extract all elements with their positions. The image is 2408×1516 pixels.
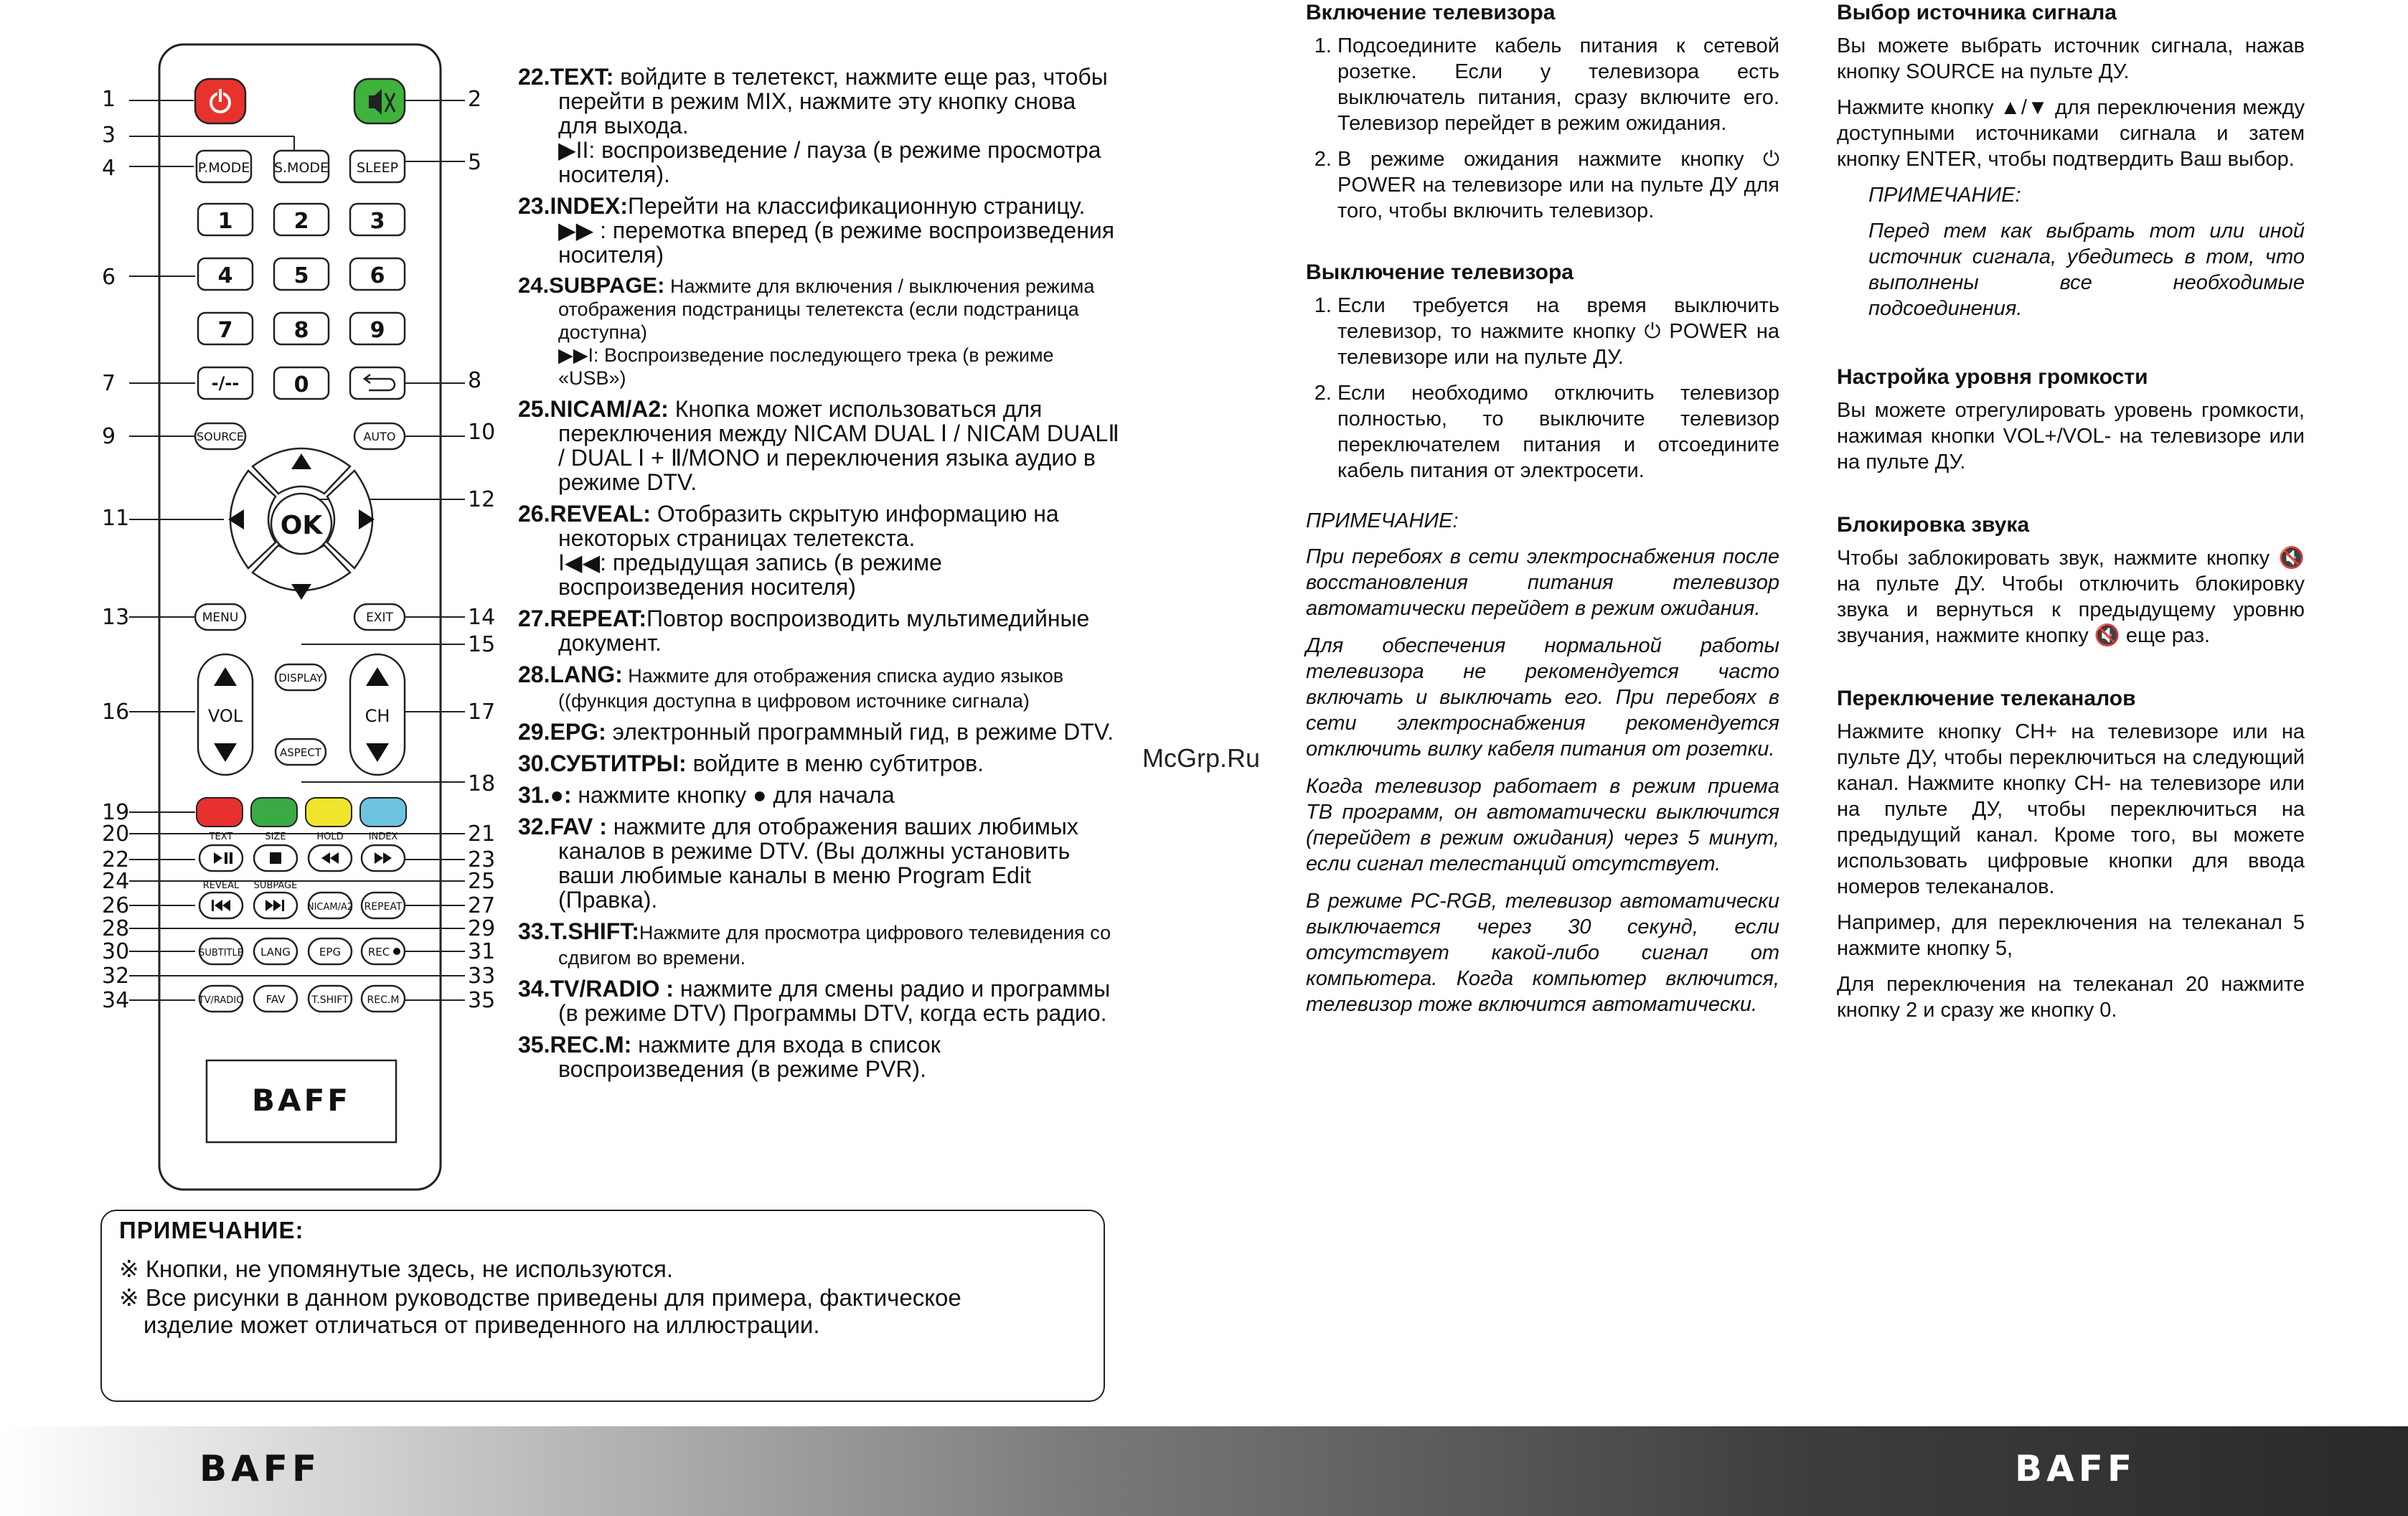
footer-brand-right: BAFF	[2015, 1448, 2137, 1489]
svg-text:EXIT: EXIT	[366, 611, 393, 625]
note-box-line-3: изделие может отличаться от приведенного на иллюстрации.	[144, 1312, 820, 1338]
callout-32: 32	[102, 964, 130, 989]
subpage-label: SUBPAGE	[253, 880, 298, 891]
callout-20: 20	[102, 821, 130, 847]
svg-text:0: 0	[293, 372, 309, 397]
svg-text:NICAM/A2: NICAM/A2	[306, 902, 354, 913]
size-label: SIZE	[265, 832, 286, 842]
hold-label: HOLD	[316, 832, 344, 842]
stop-button[interactable]	[254, 845, 297, 871]
power-note-2: Для обеспечения нормальной работы телевизора не рекомендуется часто включать и выключать его. При перебоях в сети электроснабжения рекомендуется отключить вилку кабеля питания от розетки.	[1306, 634, 1779, 761]
svg-text:EPG: EPG	[319, 946, 342, 959]
source-text-1: Вы можете выбрать источник сигнала, нажав кнопку SOURCE на пульте ДУ.	[1837, 34, 2305, 83]
callout-25: 25	[468, 869, 496, 894]
callout-12: 12	[468, 487, 496, 512]
epg-button[interactable]	[309, 938, 352, 964]
callout-15: 15	[468, 632, 496, 657]
text-label: TEXT	[209, 832, 233, 842]
desc-item-27: 27.REPEAT:Повтор воспроизводить мультимедийные документ.	[518, 606, 1090, 656]
callout-30: 30	[102, 939, 130, 964]
callout-16: 16	[102, 700, 130, 725]
callout-10: 10	[468, 420, 496, 445]
index-label: INDEX	[368, 832, 398, 842]
desc-item-26-sub: I◀◀: предыдущая запись (в режиме воспроизведения носителя)	[558, 550, 942, 600]
callout-22: 22	[102, 847, 130, 872]
callout-1: 1	[102, 87, 116, 112]
digit-7-button[interactable]	[198, 313, 253, 344]
source-note: Перед тем как выбрать тот или иной источник сигнала, убедитесь в том, что выполнены все необходимые подсоединения.	[1868, 220, 2305, 320]
callout-2: 2	[468, 87, 482, 112]
callout-21: 21	[468, 821, 496, 847]
desc-item-35: 35.REC.M: нажмите для входа в список воспроизведения (в режиме PVR).	[518, 1032, 941, 1082]
svg-text:CH: CH	[365, 706, 390, 726]
callout-13: 13	[102, 605, 130, 630]
svg-text:VOL: VOL	[207, 706, 243, 726]
callout-5: 5	[468, 150, 482, 175]
callout-3: 3	[102, 123, 116, 148]
yellow-button[interactable]	[306, 798, 352, 827]
volume-text: Вы можете отрегулировать уровень громкости, нажимая кнопки VOL+/VOL- на телевизоре или на пульте ДУ.	[1837, 399, 2305, 474]
callout-31: 31	[468, 939, 496, 964]
next-button[interactable]	[254, 893, 297, 918]
digit-0-button[interactable]	[274, 367, 329, 399]
desc-item-33: 33.T.SHIFT:Нажмите для просмотра цифрового телевидения со сдвигом во времени.	[518, 918, 1111, 969]
desc-item-28: 28.LANG: Нажмите для отображения списка аудио языков ((функция доступна в цифровом источнике сигнала)	[518, 662, 1064, 712]
exit-button[interactable]	[354, 604, 405, 630]
volume-heading: Настройка уровня громкости	[1837, 365, 2148, 389]
callout-28: 28	[102, 916, 130, 941]
desc-item-32: 32.FAV : нажмите для отображения ваших любимых каналов в режиме DTV. (Вы должны установить ваши любимые каналы в меню Program Edit (Правка).	[518, 814, 1078, 913]
source-note-heading: ПРИМЕЧАНИЕ:	[1868, 184, 2021, 207]
svg-text:MENU: MENU	[202, 611, 239, 625]
svg-text:2: 2	[293, 209, 309, 234]
digit-3-button[interactable]	[350, 204, 405, 235]
svg-text:REPEAT: REPEAT	[364, 901, 403, 913]
ok-button[interactable]	[271, 494, 331, 554]
callout-11: 11	[102, 506, 130, 531]
callout-17: 17	[468, 700, 496, 725]
desc-item-30: 30.СУБТИТРЫ: войдите в меню субтитров.	[518, 750, 984, 776]
power-button[interactable]	[195, 79, 245, 123]
column-functions	[1837, 0, 2305, 1033]
rewind-button[interactable]	[309, 845, 352, 871]
power-on-heading: Включение телевизора	[1306, 1, 1556, 24]
callout-35: 35	[468, 988, 496, 1013]
svg-text:9: 9	[370, 318, 385, 343]
svg-text:T.SHIFT: T.SHIFT	[311, 994, 349, 1006]
channel-text-3: Для переключения на телеканал 20 нажмите кнопку 2 и сразу же кнопку 0.	[1837, 973, 2305, 1022]
source-button[interactable]	[195, 423, 245, 449]
svg-text:FAV: FAV	[265, 993, 286, 1006]
callout-9: 9	[102, 424, 116, 449]
channel-text-1: Нажмите кнопку CH+ на телевизоре или на пульте ДУ, чтобы переключиться на следующий канал. Нажмите кнопку CH- на телевизоре или на пульте ДУ, чтобы переключиться на предыдущий канал. Кроме того, вы можете использовать цифровые кнопки для ввода номеров телеканалов.	[1837, 720, 2305, 898]
power-note-heading: ПРИМЕЧАНИЕ:	[1306, 509, 1459, 532]
note-box-title: ПРИМЕЧАНИЕ:	[119, 1217, 304, 1243]
power-on-steps	[1306, 33, 1779, 224]
svg-text:3: 3	[370, 209, 385, 234]
svg-text:SUBTITLE: SUBTITLE	[199, 948, 243, 959]
callout-27: 27	[468, 893, 496, 918]
note-box-line-2: ※ Все рисунки в данном руководстве приведены для примера, фактическое	[119, 1284, 961, 1311]
previous-button[interactable]	[199, 893, 243, 918]
svg-text:7: 7	[217, 318, 233, 343]
power-note-3: Когда телевизор работает в режим приема ТВ программ, он автоматически выключится (перейдет в режим ожидания) через 5 минут, если сигнал телестанций отсутствует.	[1306, 775, 1779, 875]
digit-9-button[interactable]	[350, 313, 405, 344]
recall-button[interactable]	[350, 367, 405, 399]
desc-item-24: 24.SUBPAGE: Нажмите для включения / выключения режима отображения подстраницы телетекста (если подстраница доступна)	[518, 273, 1095, 343]
callout-6: 6	[102, 265, 116, 290]
lang-button[interactable]	[254, 938, 297, 964]
digit-8-button[interactable]	[274, 313, 329, 344]
desc-item-31: 31.●: нажмите кнопку ● для начала	[518, 782, 895, 808]
callout-34: 34	[102, 988, 130, 1013]
desc-item-26: 26.REVEAL: Отобразить скрытую информацию на некоторых страницах телетекста.	[518, 501, 1059, 551]
desc-item-22-sub: ▶II: воспроизведение / пауза (в режиме просмотра носителя).	[558, 137, 1101, 187]
digit-4-button[interactable]	[198, 258, 253, 290]
auto-button[interactable]	[354, 423, 405, 449]
play-pause-button[interactable]	[199, 845, 243, 871]
power-note-1: При перебоях в сети электроснабжения после восстановления питания телевизор автоматически перейдет в режим ожидания.	[1306, 545, 1779, 620]
smode-button[interactable]	[274, 151, 329, 182]
remote-brand-plate	[207, 1060, 396, 1142]
pmode-button[interactable]	[197, 151, 251, 182]
note-box-line-1: ※ Кнопки, не упомянутые здесь, не используются.	[119, 1256, 674, 1282]
power-on-step-1: 1. Подсоедините кабель питания к сетевой розетке. Если у телевизора есть выключатель питания, сразу включите его. Телевизор перейдет в режим ожидания.	[1337, 33, 1779, 136]
svg-text:TV/RADIO: TV/RADIO	[198, 995, 244, 1006]
desc-item-22: 22.TEXT: войдите в телетекст, нажмите еще раз, чтобы перейти в режим MIX, нажмите эту кнопку снова для выхода.	[518, 64, 1108, 138]
blue-button[interactable]	[360, 798, 406, 827]
callout-23: 23	[468, 847, 496, 872]
digit-6-button[interactable]	[350, 258, 405, 290]
display-button[interactable]	[276, 664, 326, 690]
mute-heading: Блокировка звука	[1837, 513, 2030, 537]
callout-33: 33	[468, 964, 496, 989]
svg-text:REC: REC	[367, 946, 390, 959]
svg-text:8: 8	[293, 318, 309, 343]
digit-1-button[interactable]	[198, 204, 253, 235]
callout-24: 24	[102, 869, 130, 894]
desc-item-34: 34.TV/RADIO : нажмите для смены радио и программы (в режиме DTV) Программы DTV, когда есть радио.	[518, 976, 1111, 1026]
desc-item-25: 25.NICAM/A2: Кнопка может использоваться для переключения между NICAM DUAL Ⅰ / NICAM DUALⅡ / DUAL Ⅰ + Ⅱ/MONO и переключения языка аудио в режиме DTV.	[518, 396, 1119, 495]
menu-button[interactable]	[195, 604, 245, 630]
recm-button[interactable]	[362, 986, 405, 1012]
power-off-steps	[1306, 293, 1779, 484]
red-button[interactable]	[197, 798, 243, 827]
tshift-button[interactable]	[309, 986, 352, 1012]
svg-text:P.MODE: P.MODE	[197, 160, 250, 176]
svg-text:4: 4	[217, 263, 233, 288]
fav-button[interactable]	[254, 986, 297, 1012]
svg-text:BAFF: BAFF	[252, 1083, 351, 1118]
note-box	[100, 1210, 1105, 1402]
svg-text:DISPLAY: DISPLAY	[278, 672, 323, 684]
callout-18: 18	[468, 771, 496, 796]
svg-text:REC.M: REC.M	[367, 994, 400, 1006]
callout-19: 19	[102, 800, 130, 825]
repeat-button[interactable]	[362, 893, 405, 918]
power-off-step-1: 1. Если требуется на время выключить телевизор, то нажмите кнопку ⏻ POWER на телевизоре или на пульте ДУ.	[1337, 293, 1779, 370]
mute-text: Чтобы заблокировать звук, нажмите кнопку 🔇 на пульте ДУ. Чтобы отключить блокировку звука и вернуться к предыдущему уровню звучания, нажмите кнопку 🔇 еще раз.	[1837, 547, 2305, 647]
aspect-button[interactable]	[276, 739, 326, 765]
callout-8: 8	[468, 368, 482, 393]
source-heading: Выбор источника сигнала	[1837, 1, 2117, 24]
sleep-button[interactable]	[350, 151, 405, 182]
fast-forward-button[interactable]	[362, 845, 405, 871]
callout-7: 7	[102, 371, 116, 396]
svg-text:ASPECT: ASPECT	[280, 746, 321, 759]
desc-item-29: 29.EPG: электронный программный гид, в режиме DTV.	[518, 719, 1114, 745]
svg-text:1: 1	[217, 209, 233, 234]
callout-4: 4	[102, 156, 116, 181]
mute-button[interactable]	[354, 79, 405, 123]
svg-text:OK: OK	[280, 511, 323, 540]
svg-text:6: 6	[370, 263, 385, 288]
green-button[interactable]	[251, 798, 297, 827]
svg-text:LANG: LANG	[260, 946, 291, 959]
desc-item-23-sub: ▶▶ : перемотка вперед (в режиме воспроизведения носителя)	[558, 217, 1115, 268]
column-power	[1306, 0, 1779, 1029]
subtitle-button[interactable]	[199, 938, 243, 964]
record-dot-icon	[393, 948, 400, 955]
svg-text:S.MODE: S.MODE	[273, 160, 329, 176]
record-button[interactable]	[362, 938, 405, 964]
reveal-label: REVEAL	[202, 880, 240, 891]
callout-14: 14	[468, 605, 496, 630]
desc-item-24-sub: ▶▶I: Воспроизведение последующего трека (в режиме «USB»)	[558, 344, 1054, 389]
svg-text:SLEEP: SLEEP	[356, 160, 399, 176]
digit-5-button[interactable]	[274, 258, 329, 290]
channel-heading: Переключение телеканалов	[1837, 687, 2136, 710]
dash-button[interactable]	[198, 367, 253, 399]
desc-item-23: 23.INDEX:Перейти на классификационную страницу.	[518, 193, 1086, 219]
source-text-2: Нажмите кнопку ▲/▼ для переключения между доступными источниками сигнала и затем кнопку ENTER, чтобы подтвердить Ваш выбор.	[1837, 96, 2305, 171]
channel-text-2: Например, для переключения на телеканал 5 нажмите кнопку 5,	[1837, 911, 2305, 960]
nicam-button[interactable]	[307, 893, 353, 918]
svg-text:-/--: -/--	[211, 373, 240, 393]
footer-band	[0, 1426, 2408, 1516]
svg-text:SOURCE: SOURCE	[196, 430, 245, 443]
footer-brand-left: BAFF	[199, 1448, 321, 1489]
tv-radio-button[interactable]	[198, 986, 244, 1012]
power-off-step-2: 2. Если необходимо отключить телевизор полностью, то выключите телевизор переключателем питания и отсоедините кабель питания от электросети.	[1337, 380, 1779, 484]
svg-text:AUTO: AUTO	[363, 430, 396, 443]
volume-rocker[interactable]	[198, 654, 253, 775]
callout-29: 29	[468, 916, 496, 941]
power-off-heading: Выключение телевизора	[1306, 260, 1574, 284]
digit-2-button[interactable]	[274, 204, 329, 235]
svg-text:5: 5	[293, 263, 309, 288]
power-note-4: В режиме PC-RGB, телевизор автоматически выключается через 30 секунд, если отсутствует какой-либо сигнал от компьютера. Когда компьютер включится, телевизор тоже включится автоматически.	[1306, 890, 1779, 1016]
power-on-step-2: 2. В режиме ожидания нажмите кнопку ⏻ POWER на телевизоре или на пульте ДУ для того, чтобы включить телевизор.	[1337, 146, 1779, 224]
button-descriptions	[518, 65, 1121, 1088]
watermark: McGrp.Ru	[1142, 743, 1261, 773]
channel-rocker[interactable]	[350, 654, 405, 775]
callout-26: 26	[102, 893, 130, 918]
